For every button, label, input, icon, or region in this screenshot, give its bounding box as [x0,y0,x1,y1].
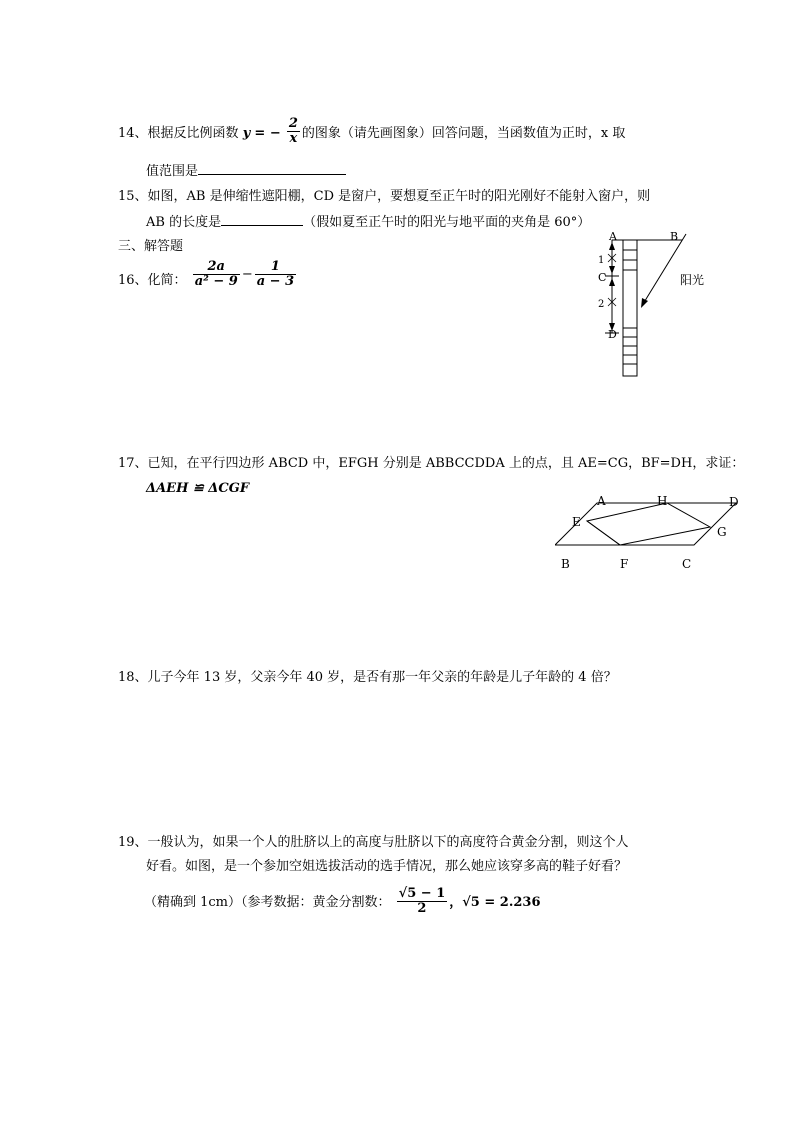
sunlight-label: 阳光 [680,273,705,287]
label-B: B [561,557,570,571]
q19-line2 [146,858,627,876]
q16-frac1-den: a² − 9 [194,274,238,289]
parallelogram-abcd [555,503,736,545]
q16-fraction-2 [255,260,296,289]
label-a: A [609,230,617,243]
q14-fraction [287,117,300,146]
label-F: F [620,557,629,571]
section-3-heading: 三、解答题 [118,239,184,254]
arrow-c-up [609,266,615,274]
q19-line1-text: 一般认为，如果一个人的肚脐以上的高度与肚脐以下的高度符合黄金分割，则这个人 [147,835,629,850]
q14-y: y [242,126,251,141]
q19-line3 [144,888,541,917]
label-H: H [657,494,668,508]
sun-ray-arrowhead [641,298,648,308]
q19-frac-num: √5 − 1 [398,886,446,901]
dim-2: 2 [598,299,605,310]
label-d: D [608,328,617,341]
q15-figure [590,228,720,383]
q16-frac2-num: 1 [255,260,296,275]
q14-pre-text: 根据反比例函数 [147,126,239,141]
q16-minus: − [241,267,253,282]
q15-line1 [118,188,650,206]
label-E: E [572,515,581,529]
label-C: C [682,557,692,571]
quadrilateral-efgh [587,503,710,545]
label-A: A [597,494,606,508]
q16-frac2-den: a − 3 [256,274,295,289]
q17-line1-text: 已知，在平行四边形 ABCD 中，EFGH 分别是 ABBCCDDA 上的点，且 AE=CG，BF=DH，求证： [147,456,745,471]
q14-frac-num: 2 [288,116,298,131]
sun-ray [643,234,686,304]
q19-line1 [118,834,629,852]
dim-1: 1 [598,255,605,266]
arrow-a [609,242,615,250]
q16-frac1-num: 2a [193,260,240,275]
q14-equals: = − [254,126,281,141]
q16-fraction-1 [193,260,240,289]
q19-golden-fraction [397,887,448,916]
label-c: C [598,271,607,284]
q15-line2-pre: AB 的长度是 [146,215,222,230]
wall-bricks [623,250,637,364]
q19-line3-pre: （精确到 1cm）（参考数据：黄金分割数： [144,895,391,910]
arrow-c-down [609,278,615,286]
label-G: G [717,525,727,539]
q15-line2-post: （假如夏至正午时的阳光与地平面的夹角是 60°） [303,215,591,230]
label-D: D [729,495,739,509]
segment-ef [587,521,620,545]
q17-line2: ΔAEH ≌ ΔCGF [146,481,250,496]
q14-answer-blank[interactable] [198,162,346,175]
q14-frac-den: x [289,131,298,146]
q18-number: 18、 [118,670,148,685]
q16-line [118,259,298,295]
q19-frac-den: 2 [417,901,427,916]
q18-text: 儿子今年 13 岁，父亲今年 40 岁，是否有那一年父亲的年龄是儿子年龄的 4 倍？ [147,670,617,685]
q18-line [118,669,617,687]
q15-line1-text: 如图，AB 是伸缩性遮阳棚，CD 是窗户，要想夏至正午时的阳光刚好不能射入窗户，则 [147,189,651,204]
q14-line2 [146,162,346,181]
q16-number: 16、 [118,273,148,288]
q15-number: 15、 [118,189,148,204]
q19-line2-text: 好看。如图，是一个参加空姐选拔活动的选手情况，那么她应该穿多高的鞋子好看？ [146,859,628,874]
q19-number: 19、 [118,835,148,850]
q19-line3-post: ，√5 = 2.236 [449,895,541,910]
q14-number: 14、 [118,126,148,141]
q17-figure [555,490,755,572]
q17-line1 [118,455,744,473]
q14-line1 [118,116,626,148]
label-b: B [670,230,679,243]
q14-post-text: 的图象（请先画图象）回答问题，当函数值为正时，x 取 [301,126,626,141]
q17-number: 17、 [118,456,148,471]
q16-text: 化简： [147,273,187,288]
q14-line2-text: 值范围是 [146,164,199,179]
q15-answer-blank[interactable] [221,213,303,226]
q15-line2 [146,213,590,232]
